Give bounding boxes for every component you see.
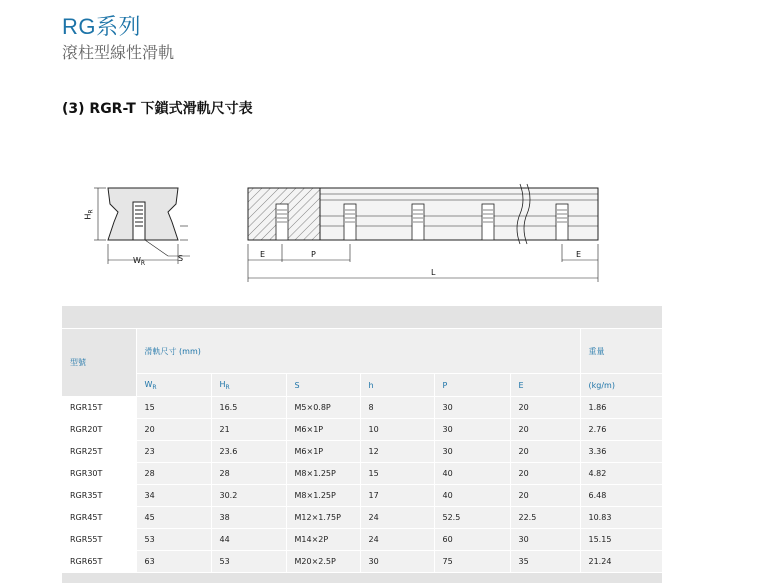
table-row: RGR45T 45 38 M12×1.75P 24 52.5 22.5 10.83 (62, 507, 662, 529)
table-row: RGR35T 34 30.2 M8×1.25P 17 40 20 6.48 (62, 485, 662, 507)
column-header-wr: $W_R$ (136, 374, 211, 397)
table-row: RGR15T 15 16.5 M5×0.8P 8 30 20 1.86 (62, 397, 662, 419)
column-header-e: E (510, 374, 580, 397)
column-header-p: P (434, 374, 510, 397)
weight-unit-header: (kg/m) (580, 374, 662, 397)
rail-dimension-table (62, 306, 663, 584)
column-header-h: h (360, 374, 434, 397)
column-header-s: S (286, 374, 360, 397)
table-row: RGR20T 20 21 M6×1P 10 30 20 2.76 (62, 419, 662, 441)
model-column-header: 型號 (62, 329, 136, 397)
dim-label-p: P (311, 250, 316, 259)
table-row: RGR30T 28 28 M8×1.25P 15 40 20 4.82 (62, 463, 662, 485)
table-row: RGR65T 63 53 M20×2.5P 30 75 35 21.24 (62, 551, 662, 573)
dim-label-s: S (178, 254, 184, 263)
rail-dimension-group-header: 滑軌尺寸 (mm) (136, 329, 580, 374)
dim-label-e-left: E (260, 250, 266, 259)
section-title: (3) RGR-T 下鎖式滑軌尺寸表 (62, 101, 253, 117)
page-title: RG系列 (62, 14, 142, 39)
rail-cross-section (108, 188, 178, 240)
table-row: RGR25T 23 23.6 M6×1P 12 30 20 3.36 (62, 441, 662, 463)
table-row: RGR55T 53 44 M14×2P 24 60 30 15.15 (62, 529, 662, 551)
dim-label-l: L (431, 268, 436, 277)
column-header-hr: $H_R$ (211, 374, 286, 397)
page-subtitle: 滾柱型線性滑軌 (62, 43, 175, 62)
dim-label-hr: $H_R$ (83, 209, 95, 220)
table-subheader-row (62, 374, 662, 397)
table-header-row (62, 329, 662, 374)
weight-column-header: 重量 (580, 329, 662, 374)
dim-label-e-right: E (576, 250, 582, 259)
dim-label-wr: $W_R$ (133, 256, 146, 267)
table-bottom-band (62, 573, 662, 584)
table-top-band (62, 306, 662, 329)
